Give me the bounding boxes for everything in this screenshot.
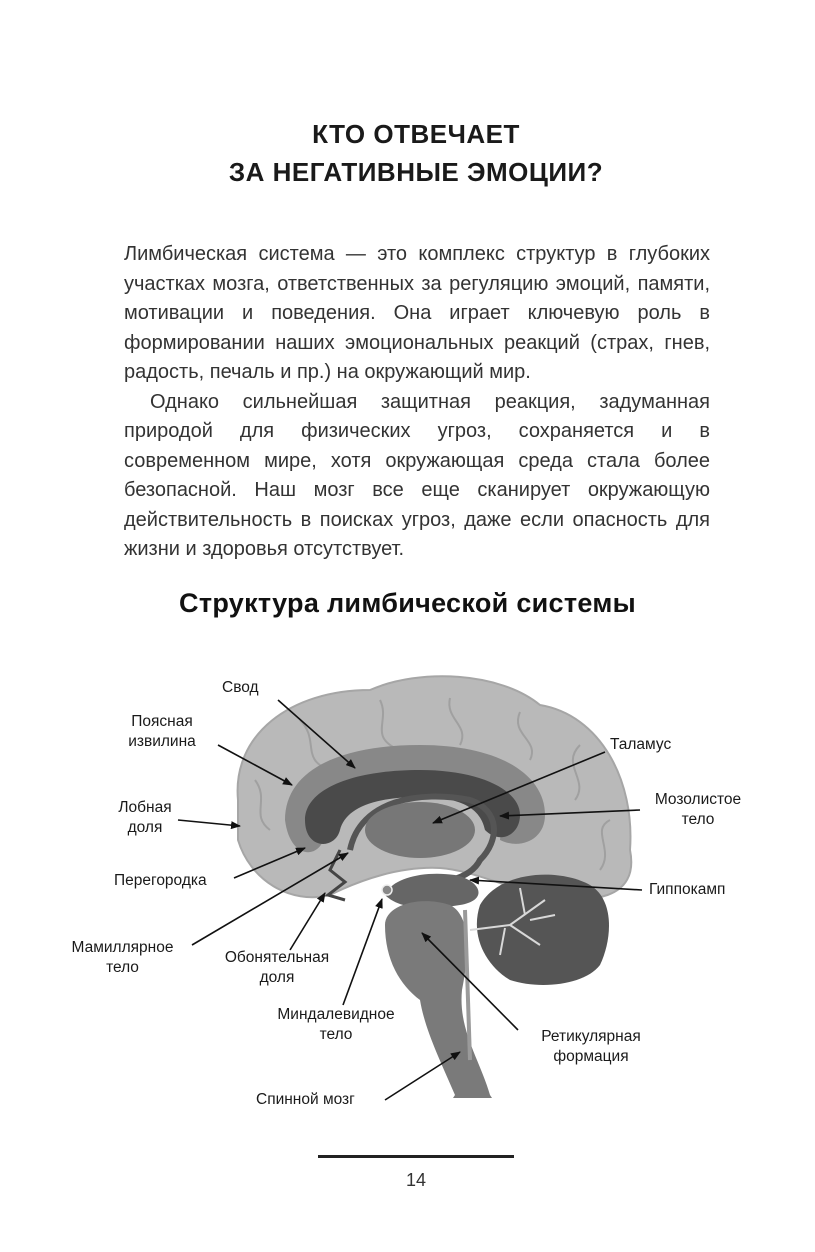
- label-mozolistoe-line1: Мозолистое: [654, 791, 742, 808]
- label-retikulyarnaya-line2: формация: [553, 1048, 629, 1065]
- label-peregorodka: Перегородка: [114, 872, 207, 889]
- label-obonyatelnaya-line1: Обонятельная: [224, 949, 330, 966]
- label-spinnoy-mozg: Спинной мозг: [256, 1091, 355, 1108]
- page-number: 14: [405, 1170, 427, 1190]
- amygdala-shape: [382, 885, 392, 895]
- label-poyasnaya-line2: извилина: [128, 733, 196, 750]
- label-poyasnaya-izvilina: [118, 712, 206, 752]
- label-mamillyarnoe-line1: Мамиллярное: [71, 939, 174, 956]
- label-mindalevidnoe-line2: тело: [319, 1026, 353, 1043]
- spinal-cord-shape: [453, 1095, 492, 1098]
- label-mindalevidnoe-telo: [262, 1005, 410, 1045]
- label-retikulyarnaya-formatsiya: [525, 1027, 657, 1067]
- label-mamillyarnoe-line2: тело: [106, 959, 139, 976]
- label-svod: Свод: [222, 679, 259, 696]
- thalamus-shape: [365, 802, 475, 858]
- cerebellum-shape: [477, 875, 609, 985]
- label-mozolistoe-line2: тело: [681, 811, 715, 828]
- label-talamus: Таламус: [610, 736, 672, 753]
- heading-line-1: КТО ОТВЕЧАЕТ: [312, 119, 520, 149]
- label-mamillyarnoe-telo: [60, 938, 185, 978]
- label-obonyatelnaya-dolya: [212, 948, 342, 988]
- heading-line-2: ЗА НЕГАТИВНЫЕ ЭМОЦИИ?: [228, 157, 604, 187]
- label-mozolistoe-telo: [643, 790, 753, 830]
- label-lobnaya-line2: доля: [127, 819, 163, 836]
- label-retikulyarnaya-line1: Ретикулярная: [541, 1028, 641, 1045]
- label-lobnaya-dolya: [110, 798, 180, 838]
- label-mindalevidnoe-line1: Миндалевидное: [277, 1006, 395, 1023]
- footer-rule: [318, 1155, 514, 1158]
- label-lobnaya-line1: Лобная: [118, 799, 172, 816]
- diagram-title: Структура лимбической системы: [179, 588, 636, 618]
- label-poyasnaya-line1: Поясная: [131, 713, 193, 730]
- label-obonyatelnaya-line2: доля: [259, 969, 295, 986]
- paragraph-2: Однако сильнейшая защитная реакция, задуманная природой для физических угроз, сохраняется и в современном мире, хотя окружающая среда стала более безопасной. Наш мозг все еще сканирует окружающую действительность в поисках угроз, даже если опасность для жизни и здоровья отсутствует.: [124, 390, 710, 560]
- paragraph-1: Лимбическая система — это комплекс структур в глубоких участках мозга, ответственных за регуляцию эмоций, памяти, мотивации и поведения. Она играет ключевую роль в формировании наших эмоциональных реакций (страх, гнев, радость, печаль и пр.) на окружающий мир.: [124, 243, 710, 383]
- label-gippokamp: Гиппокамп: [649, 881, 726, 898]
